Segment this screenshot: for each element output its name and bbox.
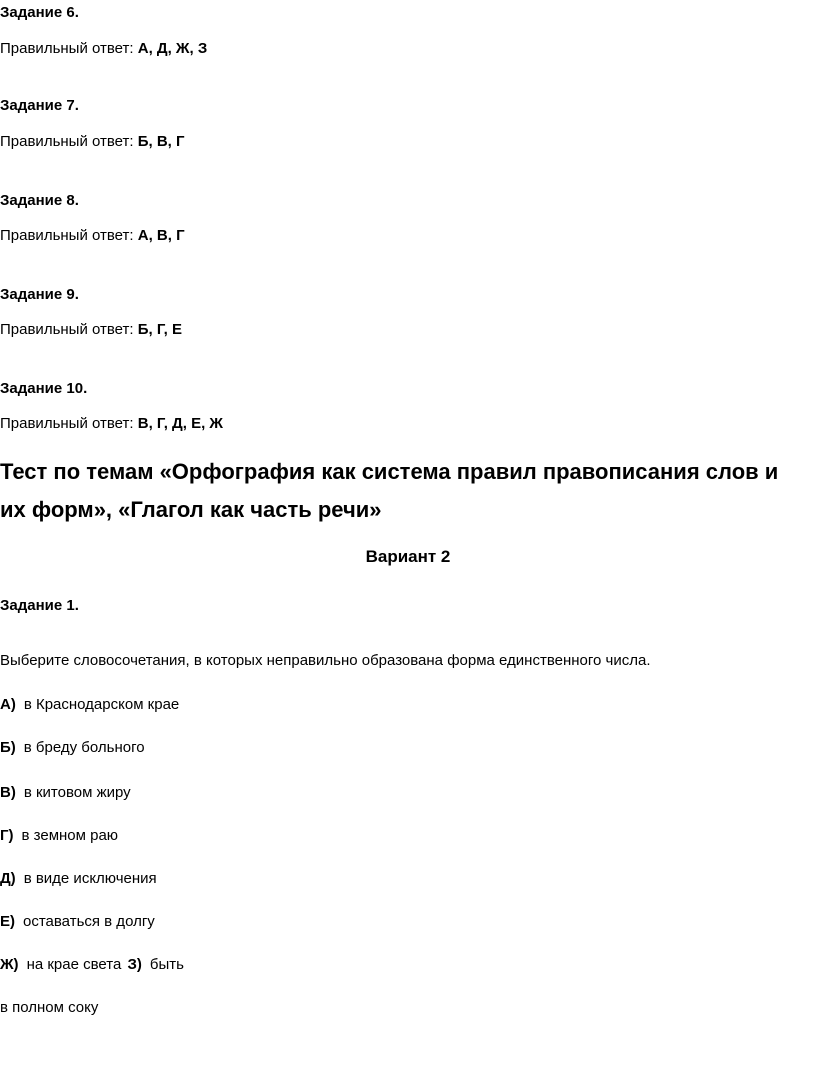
option-text: в китовом жиру [23,784,131,801]
option-letter: В) [0,784,16,801]
option-zh [0,956,184,974]
answer-prefix: Правильный ответ: [0,415,134,432]
answer-value: В, Г, Д, Е, Ж [137,415,223,432]
option-text: оставаться в долгу [23,913,155,930]
option-v [0,784,131,802]
option-d [0,870,157,888]
task-heading: Задание 7. [0,97,79,114]
option-letter: Д) [0,870,16,887]
option-letter: Г) [0,827,14,844]
option-text: в бреду больного [23,739,145,756]
task-heading: Задание 8. [0,192,79,209]
answer-line [0,40,207,58]
task-heading: Задание 10. [0,380,88,397]
option-text: в земном раю [21,827,119,844]
answer-value: Б, В, Г [137,133,185,150]
answer-line [0,321,182,339]
option-text: в виде исключения [23,870,157,887]
variant-heading: Вариант 2 [365,547,451,566]
option-g [0,827,118,845]
answer-prefix: Правильный ответ: [0,227,134,244]
option-z-continuation: в полном соку [0,999,99,1016]
task-heading: Задание 6. [0,4,79,21]
option-text: в Краснодарском крае [23,696,180,713]
answer-line [0,415,223,433]
option-letter: Е) [0,913,15,930]
option-text: быть [149,956,184,973]
task-heading: Задание 1. [0,597,79,614]
option-letter: З) [127,956,142,973]
answer-value: Б, Г, Е [137,321,183,338]
answer-prefix: Правильный ответ: [0,133,134,150]
option-letter: Б) [0,739,16,756]
option-a [0,696,179,714]
answer-value: А, Д, Ж, З [137,40,208,57]
task-heading: Задание 9. [0,286,79,303]
answer-prefix: Правильный ответ: [0,321,134,338]
option-b [0,739,145,757]
option-text: на крае света [26,956,122,973]
option-letter: А) [0,696,16,713]
answer-value: А, В, Г [137,227,185,244]
answer-prefix: Правильный ответ: [0,40,134,57]
test-title-line-1: Тест по темам «Орфография как система правил правописания слов и [0,459,779,484]
option-letter: Ж) [0,956,19,973]
answer-line [0,227,185,245]
test-title-line-2: их форм», «Глагол как часть речи» [0,497,382,522]
question-text: Выберите словосочетания, в которых неправильно образована форма единственного числа. [0,652,651,669]
answer-line [0,133,185,151]
option-e [0,913,155,931]
